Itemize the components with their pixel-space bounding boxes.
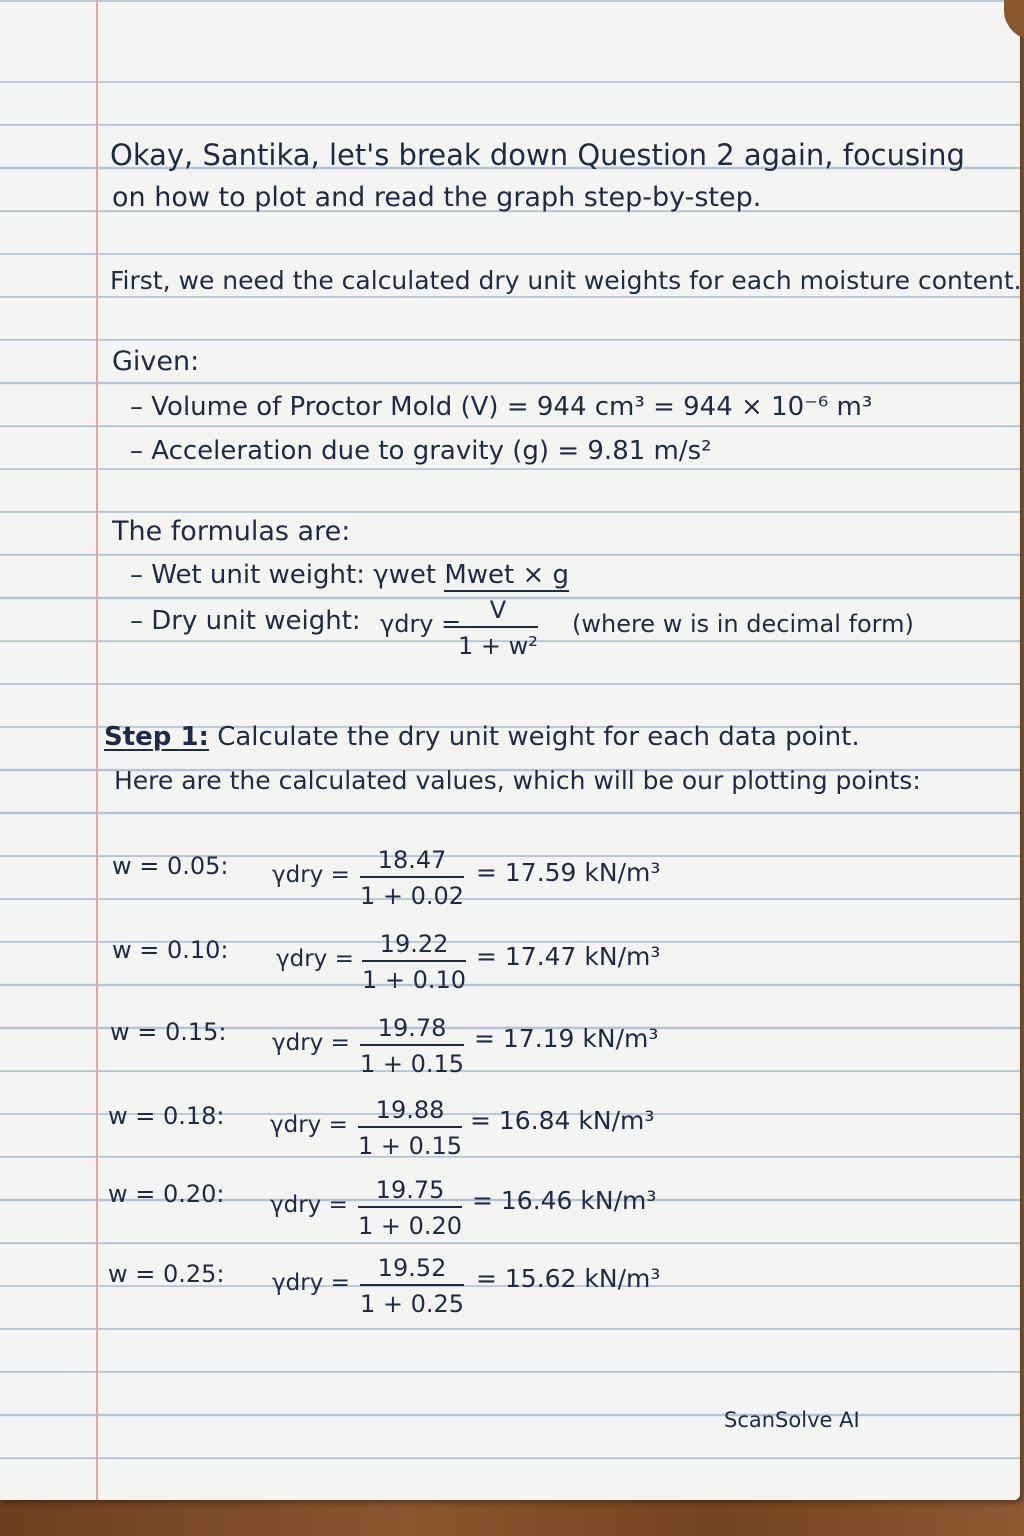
intro-line-1: Okay, Santika, let's break down Question 2 again, focusing — [110, 138, 965, 172]
given-gravity: – Acceleration due to gravity (g) = 9.81 m/s² — [130, 436, 712, 466]
wet-symbol: γwet — [373, 560, 437, 590]
row-denominator: 1 + 0.20 — [358, 1212, 463, 1240]
row-numerator: 19.75 — [358, 1176, 462, 1208]
step1-text: Calculate the dry unit weight for each data point. — [217, 722, 860, 752]
row-w: w = 0.20: — [108, 1180, 225, 1208]
row-denominator: 1 + 0.25 — [360, 1290, 465, 1318]
row-w: w = 0.05: — [112, 852, 229, 880]
watermark: ScanSolve AI — [724, 1408, 860, 1432]
row-denominator: 1 + 0.10 — [362, 966, 467, 994]
row-numerator: 19.22 — [362, 930, 466, 962]
row-fraction — [362, 930, 466, 994]
row-fraction — [360, 1014, 464, 1078]
row-numerator: 18.47 — [360, 846, 464, 878]
step1-subtext: Here are the calculated values, which will be our plotting points: — [114, 766, 921, 795]
row-numerator: 19.52 — [360, 1254, 464, 1286]
row-fraction — [360, 846, 464, 910]
dry-prefix: – Dry unit weight: — [130, 606, 361, 636]
wet-formula — [130, 560, 569, 590]
dry-symbol: γdry = — [380, 610, 462, 638]
row-denominator: 1 + 0.15 — [358, 1132, 463, 1160]
row-denominator: 1 + 0.02 — [360, 882, 465, 910]
formulas-heading: The formulas are: — [112, 516, 351, 547]
given-volume: – Volume of Proctor Mold (V) = 944 cm³ = 944 × 10⁻⁶ m³ — [130, 392, 873, 422]
row-w: w = 0.18: — [108, 1102, 225, 1130]
wet-prefix: – Wet unit weight: — [130, 560, 365, 590]
row-w: w = 0.10: — [112, 936, 229, 964]
dry-fraction — [458, 596, 538, 660]
dry-denominator: 1 + w² — [458, 632, 538, 660]
row-w: w = 0.15: — [110, 1018, 227, 1046]
row-numerator: 19.88 — [358, 1096, 462, 1128]
row-numerator: 19.78 — [360, 1014, 464, 1046]
row-symbol: γdry = — [272, 1270, 350, 1296]
row-symbol: γdry = — [272, 862, 350, 888]
row-symbol: γdry = — [270, 1192, 348, 1218]
row-symbol: γdry = — [270, 1112, 348, 1138]
row-fraction — [360, 1254, 464, 1318]
row-result: = 17.59 kN/m³ — [476, 858, 661, 887]
row-result: = 17.47 kN/m³ — [476, 942, 661, 971]
dry-numerator: V — [458, 596, 538, 628]
row-fraction — [358, 1176, 462, 1240]
row-w: w = 0.25: — [108, 1260, 225, 1288]
row-result: = 16.84 kN/m³ — [470, 1106, 655, 1135]
step1-label: Step 1: — [104, 722, 209, 752]
intro-line-2: on how to plot and read the graph step-by-step. — [112, 182, 762, 213]
margin-line — [96, 0, 98, 1500]
row-result: = 16.46 kN/m³ — [472, 1186, 657, 1215]
row-result: = 15.62 kN/m³ — [476, 1264, 661, 1293]
row-symbol: γdry = — [272, 1030, 350, 1056]
first-line: First, we need the calculated dry unit weights for each moisture content. — [110, 266, 1022, 295]
row-symbol: γdry = — [276, 946, 354, 972]
step1-line — [104, 722, 860, 752]
wet-expression: Mwet × g — [444, 560, 570, 590]
row-fraction — [358, 1096, 462, 1160]
row-result: = 17.19 kN/m³ — [474, 1024, 659, 1053]
row-denominator: 1 + 0.15 — [360, 1050, 465, 1078]
dry-note: (where w is in decimal form) — [572, 610, 914, 638]
given-heading: Given: — [112, 346, 200, 377]
